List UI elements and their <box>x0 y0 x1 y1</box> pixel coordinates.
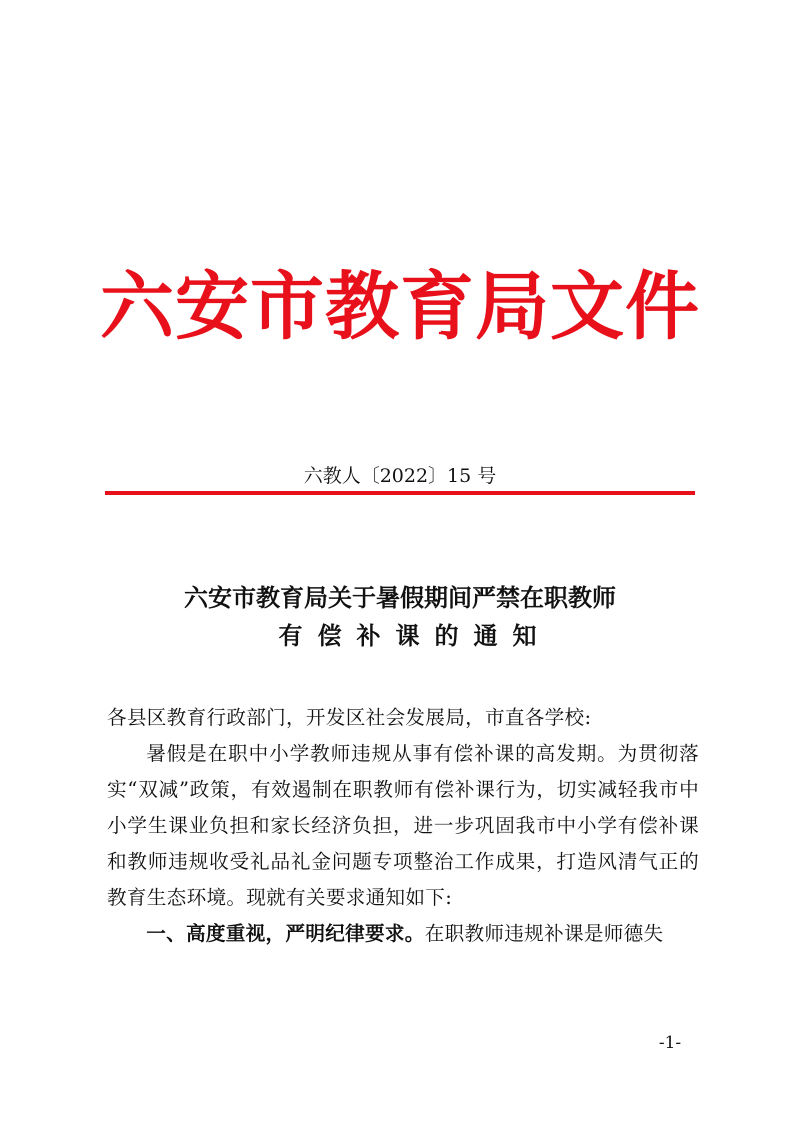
section-1-text: 在职教师违规补课是师德失 <box>424 922 664 945</box>
paragraph-section-1 <box>107 916 699 952</box>
document-masthead: 六安市教育局文件 <box>100 264 700 350</box>
document-title-line-1: 六安市教育局关于暑假期间严禁在职教师 <box>184 583 616 612</box>
red-separator-line <box>105 491 695 495</box>
document-title-line-2: 有偿补课的通知 <box>278 621 552 650</box>
document-number: 六教人〔2022〕15 号 <box>303 465 497 487</box>
paragraph-intro: 暑假是在职中小学教师违规从事有偿补课的高发期。为贯彻落实“双减”政策，有效遏制在职教师有偿补课行为，切实减轻我市中小学生课业负担和家长经济负担，进一步巩固我市中小学有偿补课和教师违规收受礼品礼金问题专项整治工作成果，打造风清气正的教育生态环境。现就有关要求通知如下: <box>107 742 699 909</box>
salutation: 各县区教育行政部门，开发区社会发展局，市直各学校: <box>107 706 592 729</box>
document-body <box>107 700 699 952</box>
page-number: -1- <box>658 1033 682 1053</box>
section-1-heading: 一、高度重视，严明纪律要求。 <box>146 922 425 945</box>
